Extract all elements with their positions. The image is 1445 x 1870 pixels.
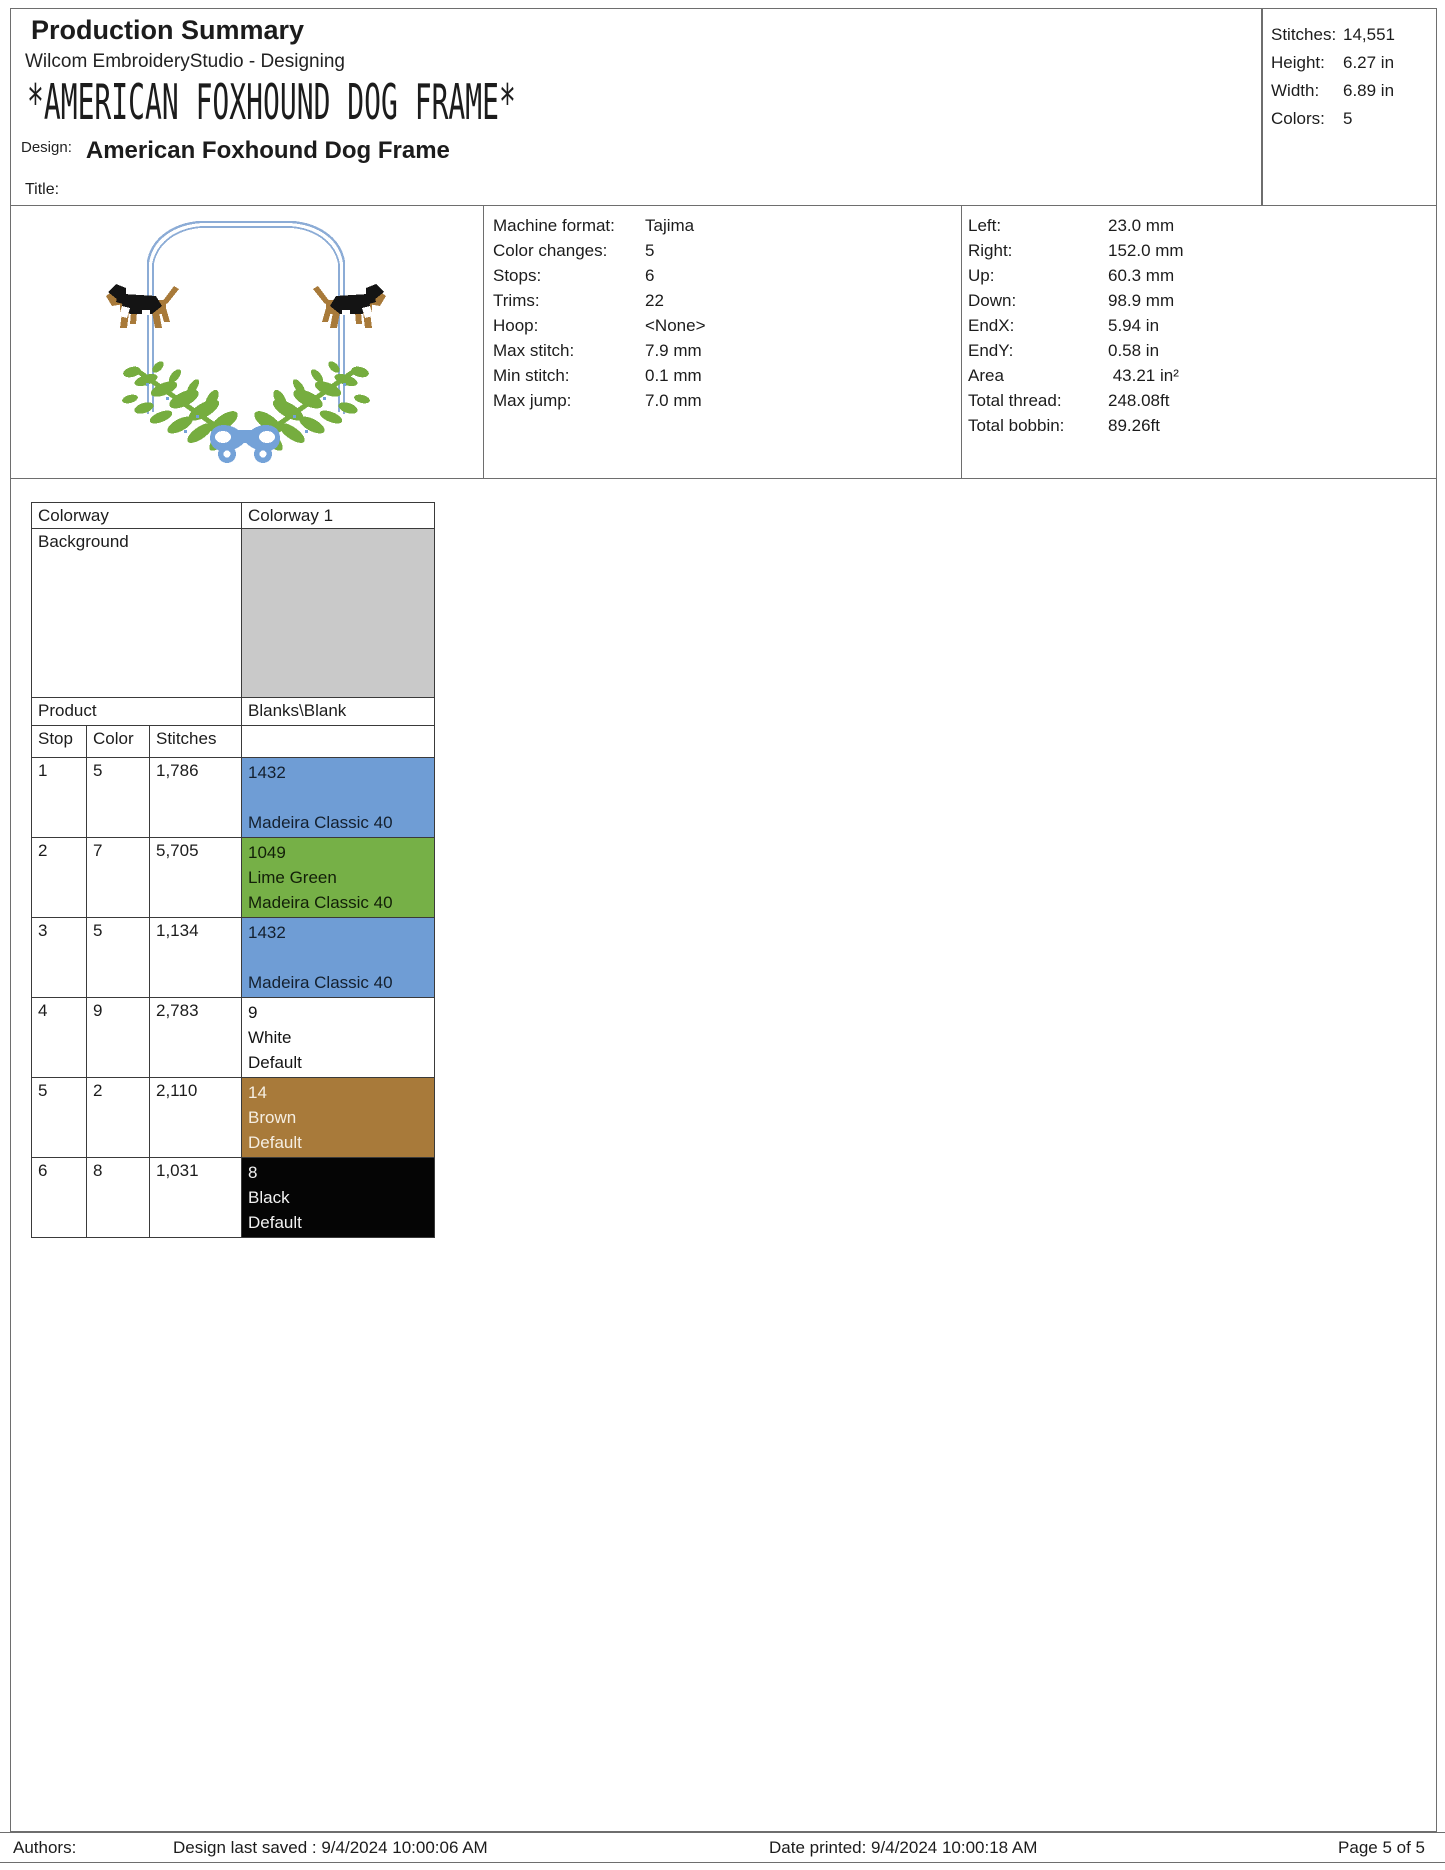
thread-stop: 1 — [32, 758, 87, 838]
foxhound-left — [106, 284, 179, 328]
design-preview — [11, 206, 483, 478]
stat-value: 6.27 in — [1343, 53, 1395, 72]
colorway-header-row — [32, 503, 435, 529]
thread-swatch-line: Default — [248, 1053, 302, 1072]
stat-label: Width: — [1271, 81, 1320, 100]
machine-info-row — [493, 363, 706, 388]
thread-swatch-line: Default — [248, 1213, 302, 1232]
machine-info-row — [493, 313, 706, 338]
thread-stop: 4 — [32, 998, 87, 1078]
thread-stitches: 2,110 — [150, 1078, 242, 1158]
column-header-stitches: Stitches — [150, 726, 242, 758]
thread-stitches: 1,134 — [150, 918, 242, 998]
position-info-label: EndX: — [968, 316, 1015, 335]
thread-swatch-line: Lime Green — [248, 868, 337, 887]
machine-info-value: 5 — [645, 241, 655, 260]
position-info-value: 0.58 in — [1108, 341, 1160, 360]
stat-label: Height: — [1271, 53, 1325, 72]
thread-color: 5 — [87, 918, 150, 998]
position-info-value: 248.08ft — [1108, 391, 1170, 410]
page-title: Production Summary — [31, 15, 305, 45]
machine-info-value: 7.9 mm — [645, 341, 702, 360]
thread-swatch-line: 9 — [248, 1003, 258, 1022]
thread-swatch-line: Madeira Classic 40 — [248, 813, 393, 832]
stat-value: 5 — [1343, 109, 1353, 128]
embroidery-preview-image — [96, 214, 396, 476]
date-printed-text: Date printed: 9/4/2024 10:00:18 AM — [769, 1838, 1038, 1857]
thread-row — [32, 1158, 435, 1238]
divider — [483, 206, 484, 478]
stat-row — [1271, 77, 1436, 105]
thread-color: 7 — [87, 838, 150, 918]
bow — [210, 425, 280, 463]
thread-swatch-line: 1432 — [248, 763, 286, 782]
position-info-value: 60.3 mm — [1108, 266, 1175, 285]
stat-value: 6.89 in — [1343, 81, 1395, 100]
position-info-row — [968, 338, 1184, 363]
colorway-value: Colorway 1 — [242, 503, 435, 529]
machine-info-value: 0.1 mm — [645, 366, 702, 385]
divider — [961, 206, 962, 478]
thread-swatch — [242, 1078, 435, 1158]
machine-info-label: Color changes: — [493, 241, 608, 260]
machine-info-label: Trims: — [493, 291, 540, 310]
position-info-label: Total thread: — [968, 391, 1062, 410]
background-row — [32, 529, 435, 698]
machine-info-value: 6 — [645, 266, 655, 285]
thread-stitches: 1,031 — [150, 1158, 242, 1238]
design-label: Design: — [21, 139, 72, 156]
machine-info-row — [493, 338, 706, 363]
thread-color: 8 — [87, 1158, 150, 1238]
position-info-value: 23.0 mm — [1108, 216, 1175, 235]
foxhound-right — [313, 284, 386, 328]
position-info-value: 98.9 mm — [1108, 291, 1175, 310]
frame-outline — [148, 222, 344, 414]
position-info-value: 5.94 in — [1108, 316, 1160, 335]
thread-swatch-line: 8 — [248, 1163, 258, 1182]
app-subtitle: Wilcom EmbroideryStudio - Designing — [25, 51, 345, 72]
position-info-row — [968, 388, 1184, 413]
thread-swatch — [242, 758, 435, 838]
machine-info-label: Max stitch: — [493, 341, 575, 360]
columns-header-row — [32, 726, 435, 758]
thread-swatch-line: Madeira Classic 40 — [248, 973, 393, 992]
column-header-color: Color — [87, 726, 150, 758]
thread-swatch-line: 14 — [248, 1083, 267, 1102]
thread-row — [32, 758, 435, 838]
thread-row — [32, 918, 435, 998]
stat-label: Colors: — [1271, 109, 1325, 128]
last-saved-text: Design last saved : 9/4/2024 10:00:06 AM — [173, 1838, 488, 1857]
position-info-row — [968, 288, 1184, 313]
position-info-row — [968, 263, 1184, 288]
product-value: Blanks\Blank — [242, 698, 435, 726]
position-info-label: EndY: — [968, 341, 1014, 360]
design-name-row — [21, 139, 450, 167]
design-name: American Foxhound Dog Frame — [85, 137, 450, 164]
authors-label: Authors: — [13, 1838, 77, 1857]
position-info-label: Area — [968, 366, 1004, 385]
machine-info-value: Tajima — [645, 216, 695, 235]
machine-info-label: Machine format: — [493, 216, 615, 235]
divider — [11, 478, 1436, 479]
machine-info-label: Max jump: — [493, 391, 572, 410]
position-info-row — [968, 213, 1184, 238]
columns-header-spacer — [242, 726, 435, 758]
design-stats-panel — [1262, 8, 1437, 206]
product-label: Product — [32, 698, 242, 726]
thread-color: 2 — [87, 1078, 150, 1158]
report-body — [10, 206, 1437, 1832]
title-label: Title: — [25, 181, 60, 198]
machine-info-value: <None> — [645, 316, 706, 335]
position-info-row — [968, 238, 1184, 263]
position-info-row — [968, 363, 1184, 388]
thread-swatch-line: Madeira Classic 40 — [248, 893, 393, 912]
stat-row — [1271, 21, 1436, 49]
position-info-row — [968, 313, 1184, 338]
report-footer — [0, 1832, 1445, 1863]
position-info-label: Down: — [968, 291, 1017, 310]
thread-swatch-line — [248, 785, 428, 810]
thread-stop: 6 — [32, 1158, 87, 1238]
position-info-label: Total bobbin: — [968, 416, 1065, 435]
stat-row — [1271, 105, 1436, 133]
position-info-label: Right: — [968, 241, 1013, 260]
thread-stitches: 2,783 — [150, 998, 242, 1078]
position-info-value: 152.0 mm — [1108, 241, 1184, 260]
design-display-title-text: *AMERICAN FOXHOUND DOG FRAME* — [27, 75, 516, 132]
position-info-value: 43.21 in² — [1108, 366, 1179, 385]
report-header — [10, 8, 1262, 206]
machine-info-row — [493, 213, 706, 238]
column-header-stop: Stop — [32, 726, 87, 758]
machine-info-label: Stops: — [493, 266, 542, 285]
machine-info-row — [493, 238, 706, 263]
thread-color: 5 — [87, 758, 150, 838]
thread-row — [32, 1078, 435, 1158]
thread-swatch — [242, 1158, 435, 1238]
thread-swatch-line: Default — [248, 1133, 302, 1152]
position-info-label: Up: — [968, 266, 995, 285]
machine-format-panel — [493, 213, 706, 413]
thread-swatch-line: Brown — [248, 1108, 297, 1127]
stat-value: 14,551 — [1343, 25, 1395, 44]
background-swatch — [242, 529, 435, 698]
thread-swatch-line: 1432 — [248, 923, 286, 942]
page-number: Page 5 of 5 — [1338, 1838, 1425, 1857]
position-info-value: 89.26ft — [1108, 416, 1160, 435]
stat-row — [1271, 49, 1436, 77]
thread-swatch-line — [248, 945, 428, 970]
position-info-row — [968, 413, 1184, 438]
background-label: Background — [32, 529, 242, 698]
thread-color: 9 — [87, 998, 150, 1078]
position-info-label: Left: — [968, 216, 1002, 235]
thread-row — [32, 838, 435, 918]
thread-swatch — [242, 918, 435, 998]
product-row — [32, 698, 435, 726]
thread-swatch-line: Black — [248, 1188, 290, 1207]
thread-stitches: 5,705 — [150, 838, 242, 918]
stat-label: Stitches: — [1271, 25, 1337, 44]
thread-stitches: 1,786 — [150, 758, 242, 838]
machine-info-value: 22 — [645, 291, 664, 310]
thread-swatch — [242, 838, 435, 918]
thread-stop: 3 — [32, 918, 87, 998]
colorway-label: Colorway — [32, 503, 242, 529]
colorway-table — [31, 502, 435, 1238]
machine-info-row — [493, 388, 706, 413]
thread-swatch-line: White — [248, 1028, 292, 1047]
extents-panel — [968, 213, 1184, 438]
machine-info-value: 7.0 mm — [645, 391, 702, 410]
thread-stop: 5 — [32, 1078, 87, 1158]
design-display-title — [27, 75, 725, 131]
machine-info-row — [493, 288, 706, 313]
machine-info-label: Hoop: — [493, 316, 539, 335]
machine-info-row — [493, 263, 706, 288]
thread-swatch-line: 1049 — [248, 843, 286, 862]
machine-info-label: Min stitch: — [493, 366, 570, 385]
thread-row — [32, 998, 435, 1078]
thread-stop: 2 — [32, 838, 87, 918]
thread-swatch — [242, 998, 435, 1078]
